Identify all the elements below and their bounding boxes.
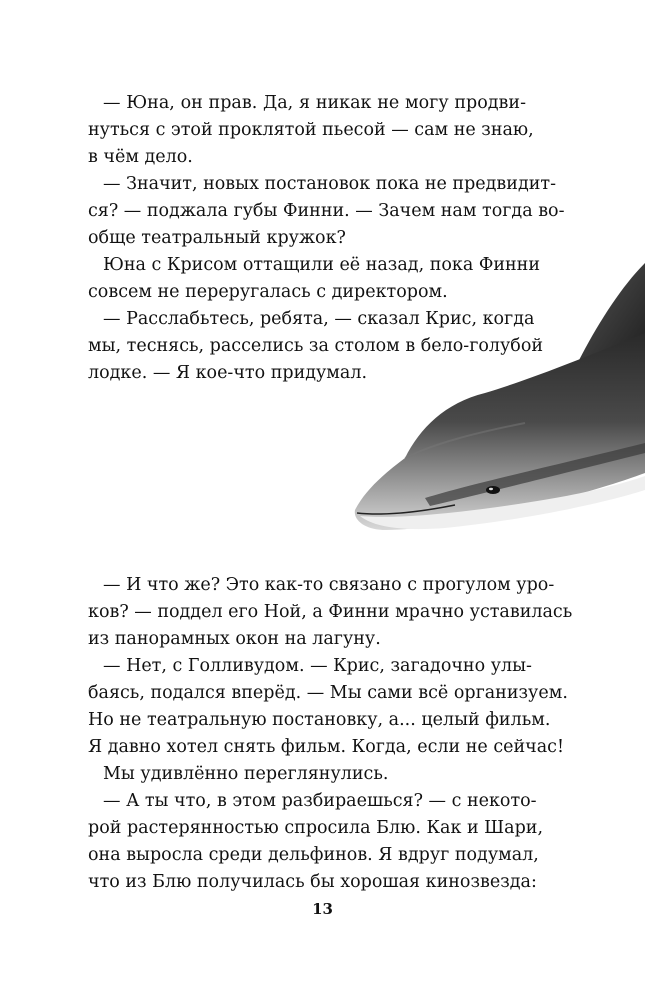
page-number: 13 [312,900,333,918]
text-line: нуться с этой проклятой пьесой — сам не знаю, [88,120,534,140]
text-line: Мы удивлённо переглянулись. [103,764,389,784]
text-line: что из Блю получилась бы хорошая кинозвезда: [88,872,537,892]
text-line: Я давно хотел снять фильм. Когда, если не сейчас! [88,737,564,757]
text-line: ков? — поддел его Ной, а Финни мрачно уставилась [88,602,573,622]
text-line: из панорамных окон на лагуну. [88,629,381,649]
text-line: — Юна, он прав. Да, я никак не могу продви- [103,93,526,113]
text-line: баясь, подался вперёд. — Мы сами всё организуем. [88,683,568,703]
text-line: мы, теснясь, расселись за столом в бело-голубой [88,336,544,356]
dolphin-illustration [325,258,645,558]
text-line: рой растерянностью спросила Блю. Как и Шари, [88,818,544,838]
text-line: лодке. — Я кое-что придумал. [88,363,368,383]
text-line: ся? — поджала губы Финни. — Зачем нам тогда во- [88,201,565,221]
text-line: она выросла среди дельфинов. Я вдруг подумал, [88,845,539,865]
text-line: — И что же? Это как-то связано с прогулом уро- [103,575,555,595]
text-line: — Значит, новых постановок пока не предвидит- [103,174,556,194]
text-line: — Расслабьтесь, ребята, — сказал Крис, когда [103,309,535,329]
dolphin-eye [486,486,500,494]
text-line: — А ты что, в этом разбираешься? — с некото- [103,791,537,811]
text-line: в чём дело. [88,147,193,167]
text-line: — Нет, с Голливудом. — Крис, загадочно улы- [103,656,532,676]
text-line: совсем не переругалась с директором. [88,282,448,302]
text-line: Юна с Крисом оттащили её назад, пока Финни [103,255,541,275]
text-line: обще театральный кружок? [88,228,346,248]
text-line: Но не театральную постановку, а... целый фильм. [88,710,551,730]
